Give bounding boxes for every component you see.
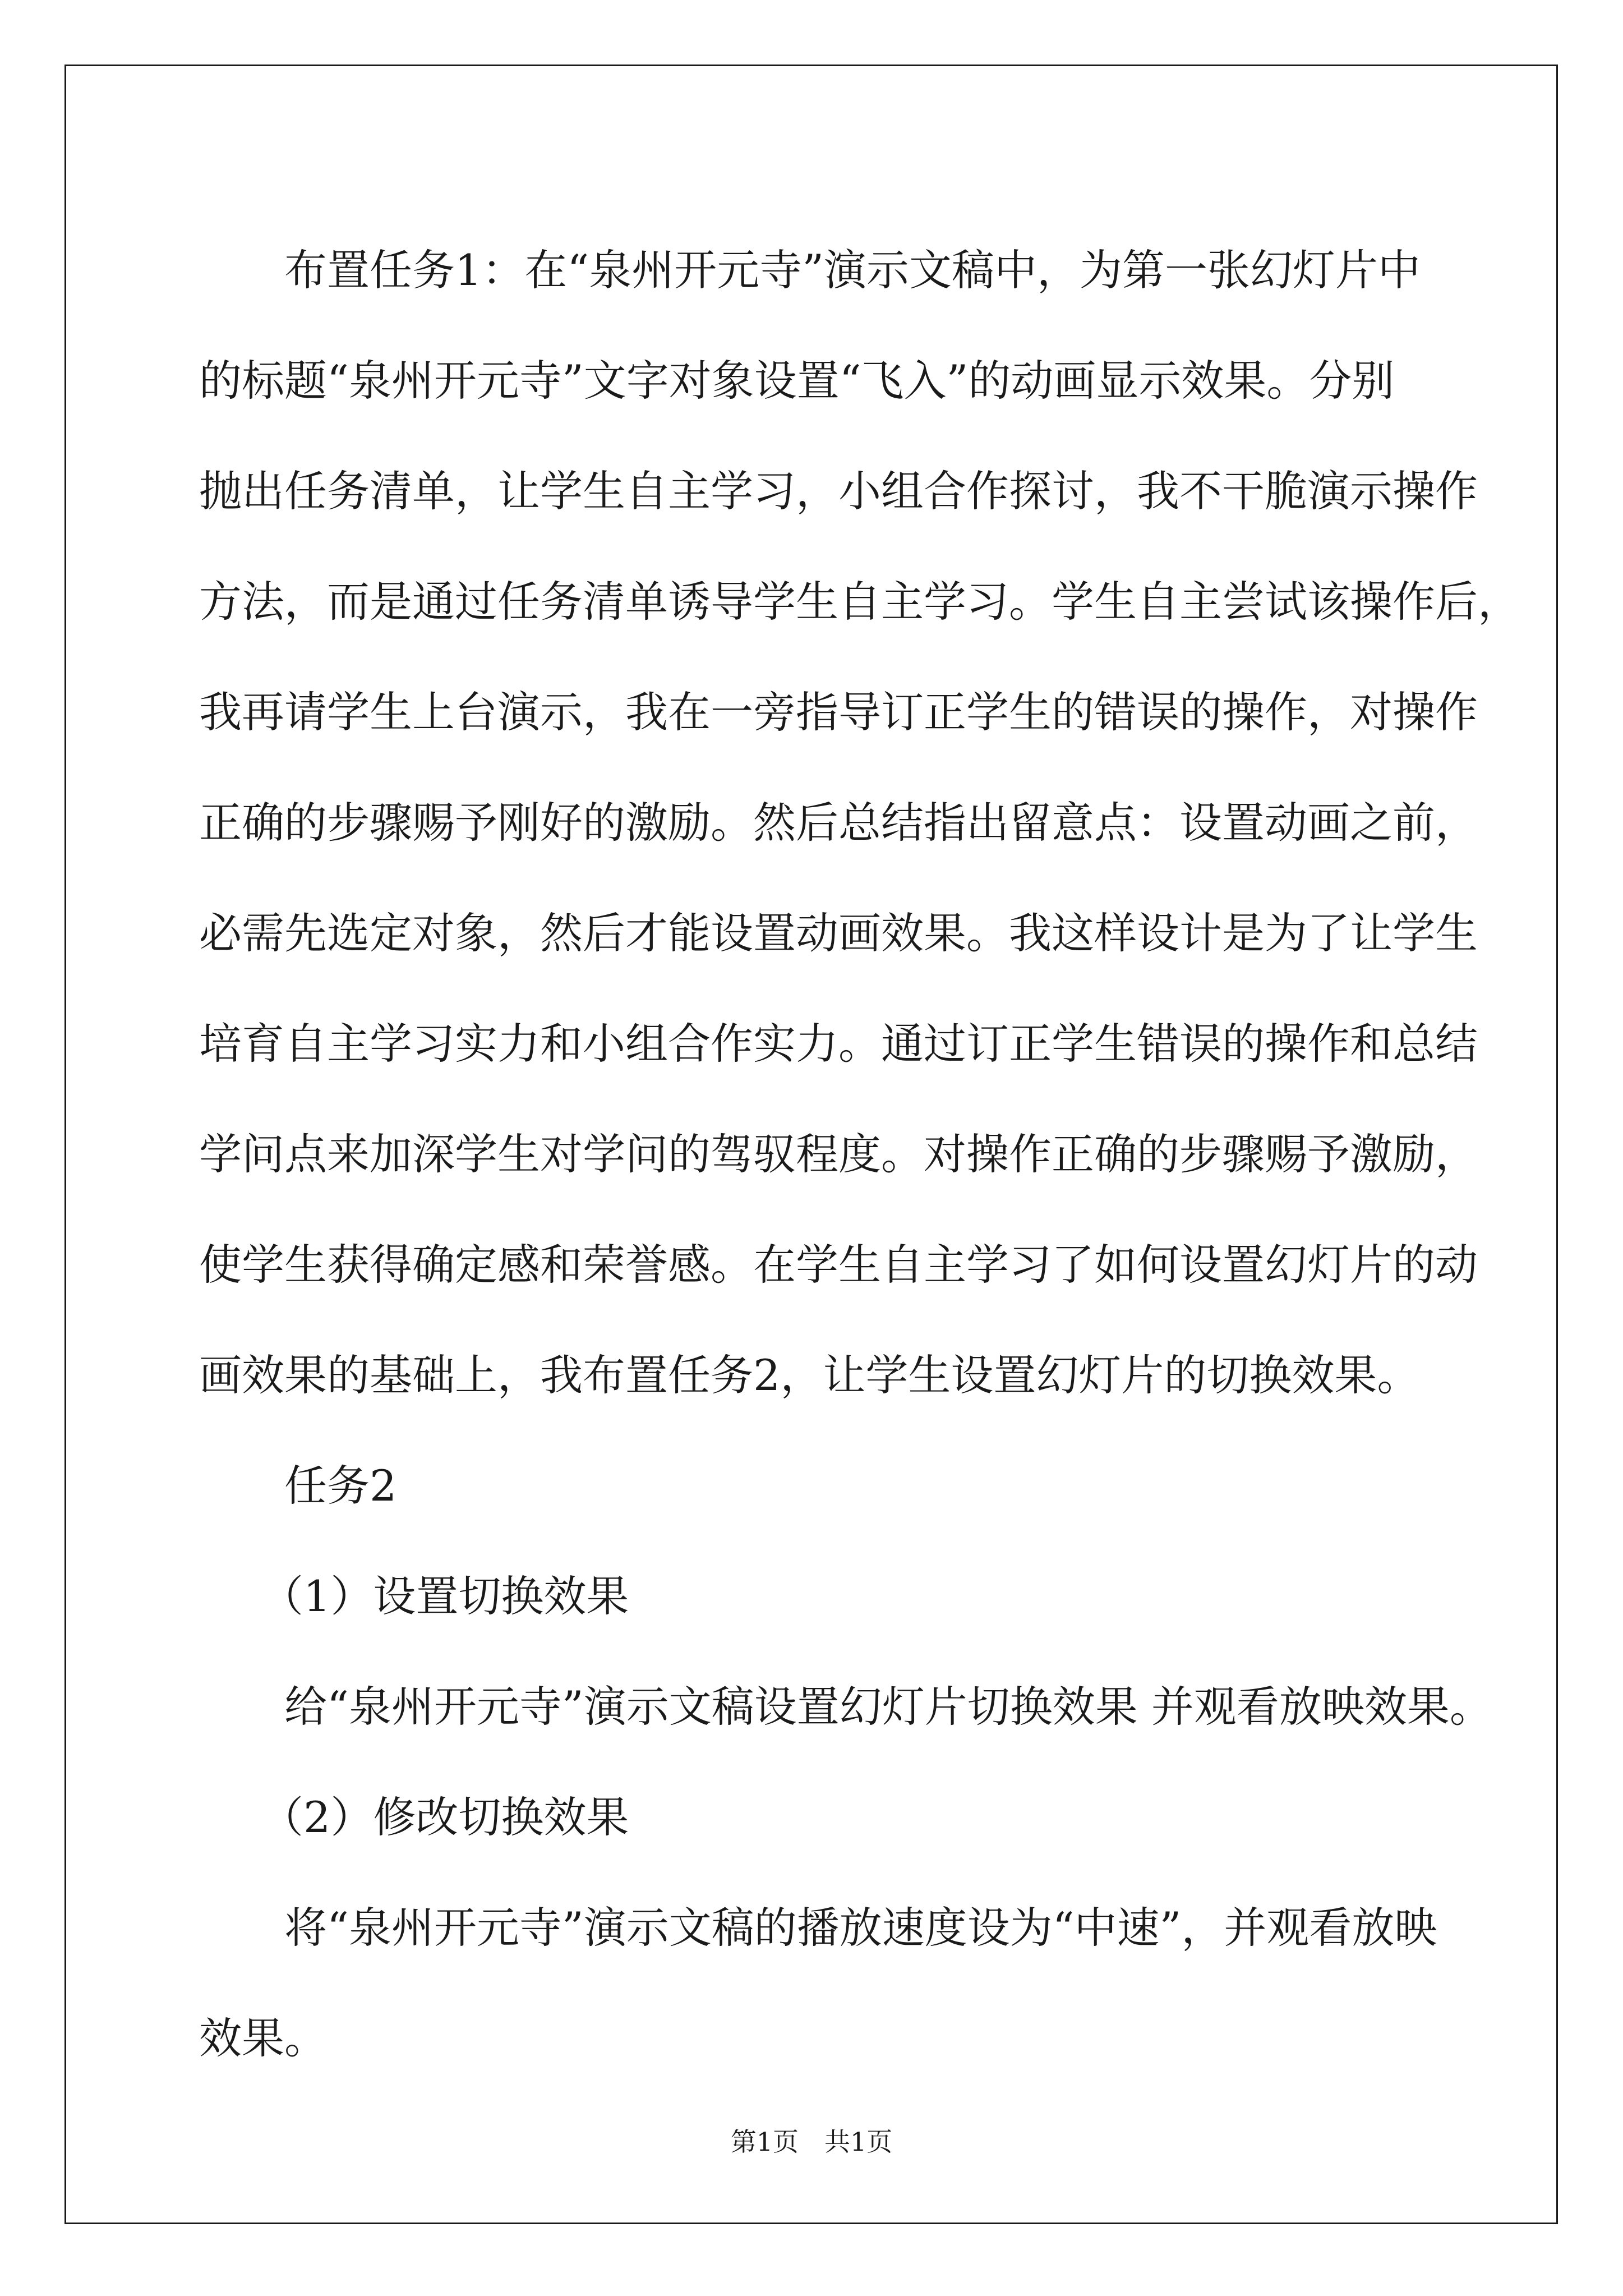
paragraph-line: 将“泉州开元寺”演示文稿的播放速度设为“中速”，并观看放映 [284, 1903, 1437, 1953]
page-number: 第1页 共1页 [730, 2127, 893, 2157]
task-heading: 任务2 [284, 1461, 397, 1511]
subtask-heading: （2）修改切换效果 [261, 1792, 629, 1842]
paragraph-line: 方法，而是通过任务清单诱导学生自主学习。学生自主尝试该操作后， [199, 577, 1520, 627]
document-body [199, 215, 1520, 2093]
paragraph-line: 画效果的基础上，我布置任务2，让学生设置幻灯片的切换效果。 [199, 1350, 1420, 1400]
paragraph-line: 使学生获得确定感和荣誉感。在学生自主学习了如何设置幻灯片的动 [199, 1240, 1478, 1290]
subtask-heading: （1）设置切换效果 [261, 1571, 629, 1621]
paragraph-line: 培育自主学习实力和小组合作实力。通过订正学生错误的操作和总结 [199, 1019, 1478, 1069]
paragraph-line: 效果。 [199, 2013, 327, 2063]
paragraph-line: 正确的步骤赐予刚好的激励。然后总结指出留意点：设置动画之前， [199, 798, 1478, 848]
paragraph-line: 我再请学生上台演示，我在一旁指导订正学生的错误的操作，对操作 [199, 687, 1478, 737]
paragraph-line: 学问点来加深学生对学问的驾驭程度。对操作正确的步骤赐予激励， [199, 1129, 1478, 1179]
paragraph-line: 布置任务1：在“泉州开元寺”演示文稿中，为第一张幻灯片中 [284, 245, 1421, 295]
paragraph-line: 抛出任务清单，让学生自主学习，小组合作探讨，我不干脆演示操作 [199, 466, 1478, 516]
paragraph-line: 给“泉州开元寺”演示文稿设置幻灯片切换效果 并观看放映效果。 [284, 1682, 1492, 1732]
paragraph-line: 必需先选定对象，然后才能设置动画效果。我这样设计是为了让学生 [199, 908, 1478, 958]
paragraph-line: 的标题“泉州开元寺”文字对象设置“飞入”的动画显示效果。分别 [199, 356, 1395, 406]
